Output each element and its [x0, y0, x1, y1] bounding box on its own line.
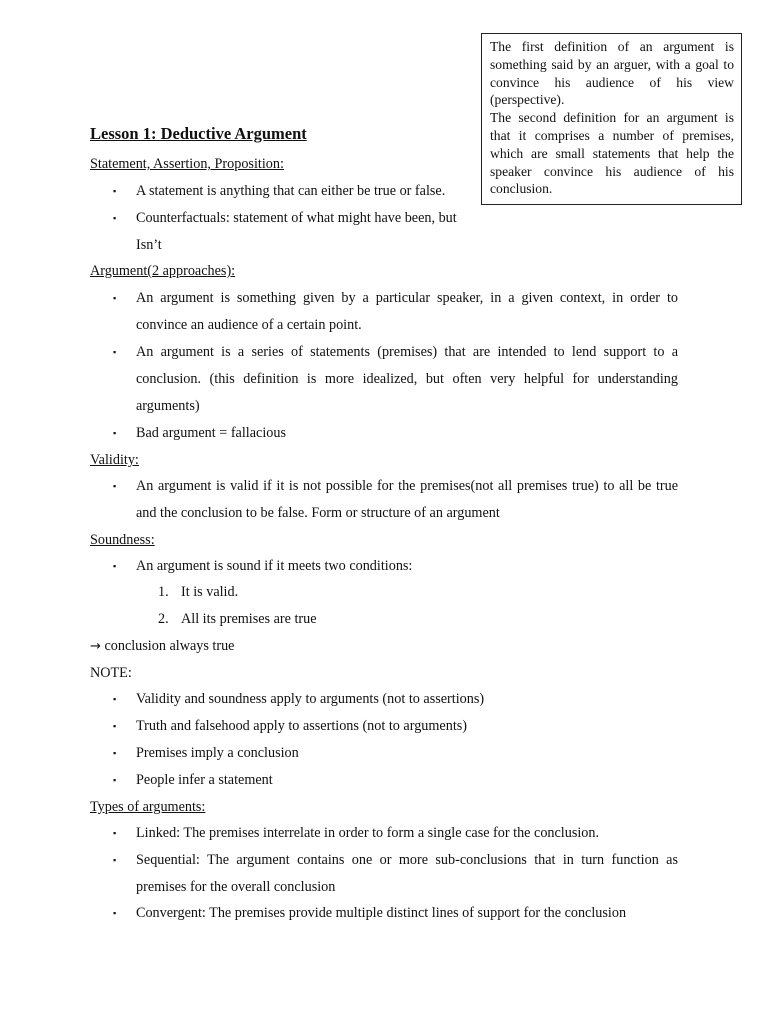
statement-item-2-continued: Isn’t: [136, 237, 162, 253]
numbered-marker: 2.: [158, 611, 169, 627]
note-item-1: Validity and soundness apply to arguments (not to assertions): [136, 691, 485, 707]
bullet-icon: ▪: [113, 347, 117, 357]
bullet-icon: ▪: [113, 213, 117, 223]
page-title: Lesson 1: Deductive Argument: [90, 124, 307, 143]
bullet-icon: ▪: [113, 721, 117, 731]
bullet-icon: ▪: [113, 293, 117, 303]
note-item-4: People infer a statement: [136, 772, 273, 788]
soundness-condition-1: It is valid.: [181, 584, 239, 600]
note-item-3: Premises imply a conclusion: [136, 745, 299, 761]
heading-types: Types of arguments:: [90, 799, 206, 815]
note-paragraph-2: The second definition for an argument is that it comprises a number of premises, which are small statements that help the speaker convince his audience of his conclusion.: [490, 110, 734, 197]
bullet-icon: ▪: [113, 694, 117, 704]
bullet-icon: ▪: [113, 908, 117, 918]
bullet-icon: ▪: [113, 186, 117, 196]
argument-item-2: An argument is a series of statements (premises) that are intended to lend support to a conclusion. (this definition is more idealized, but often very helpful for understanding arguments): [136, 344, 678, 414]
heading-statement: Statement, Assertion, Proposition:: [90, 156, 284, 172]
note-item-2: Truth and falsehood apply to assertions (not to arguments): [136, 718, 468, 734]
argument-item-1: An argument is something given by a particular speaker, in a given context, in order to convince an audience of a certain point.: [136, 290, 678, 333]
heading-argument: Argument(2 approaches):: [90, 263, 236, 279]
conclusion-line: [90, 638, 234, 655]
bullet-icon: ▪: [113, 428, 117, 438]
heading-validity: Validity:: [90, 452, 139, 468]
bullet-icon: ▪: [113, 481, 117, 491]
arrow-right-icon: →: [90, 639, 101, 654]
bullet-icon: ▪: [113, 828, 117, 838]
bullet-icon: ▪: [113, 561, 117, 571]
soundness-condition-2: All its premises are true: [181, 611, 317, 627]
soundness-item-1: An argument is sound if it meets two conditions:: [136, 558, 413, 574]
types-item-2: Sequential: The argument contains one or more sub-conclusions that in turn function as premises for the overall conclusion: [136, 852, 678, 895]
numbered-marker: 1.: [158, 584, 169, 600]
heading-note: NOTE:: [90, 665, 132, 681]
conclusion-text: conclusion always true: [100, 638, 235, 654]
types-item-1: Linked: The premises interrelate in order to form a single case for the conclusion.: [136, 825, 600, 841]
statement-item-1: A statement is anything that can either be true or false.: [136, 183, 446, 199]
bullet-icon: ▪: [113, 855, 117, 865]
bullet-icon: ▪: [113, 748, 117, 758]
bullet-icon: ▪: [113, 775, 117, 785]
statement-item-2: Counterfactuals: statement of what might have been, but: [136, 210, 457, 226]
argument-item-3: Bad argument = fallacious: [136, 425, 286, 441]
validity-item-1: An argument is valid if it is not possible for the premises(not all premises true) to all be true and the conclusion to be false. Form or structure of an argument: [136, 478, 678, 521]
types-item-3: Convergent: The premises provide multiple distinct lines of support for the conclusion: [136, 905, 627, 921]
note-paragraph-1: The first definition of an argument is something said by an arguer, with a goal to convince his audience of his view (perspective).: [490, 39, 734, 108]
heading-soundness: Soundness:: [90, 532, 155, 548]
